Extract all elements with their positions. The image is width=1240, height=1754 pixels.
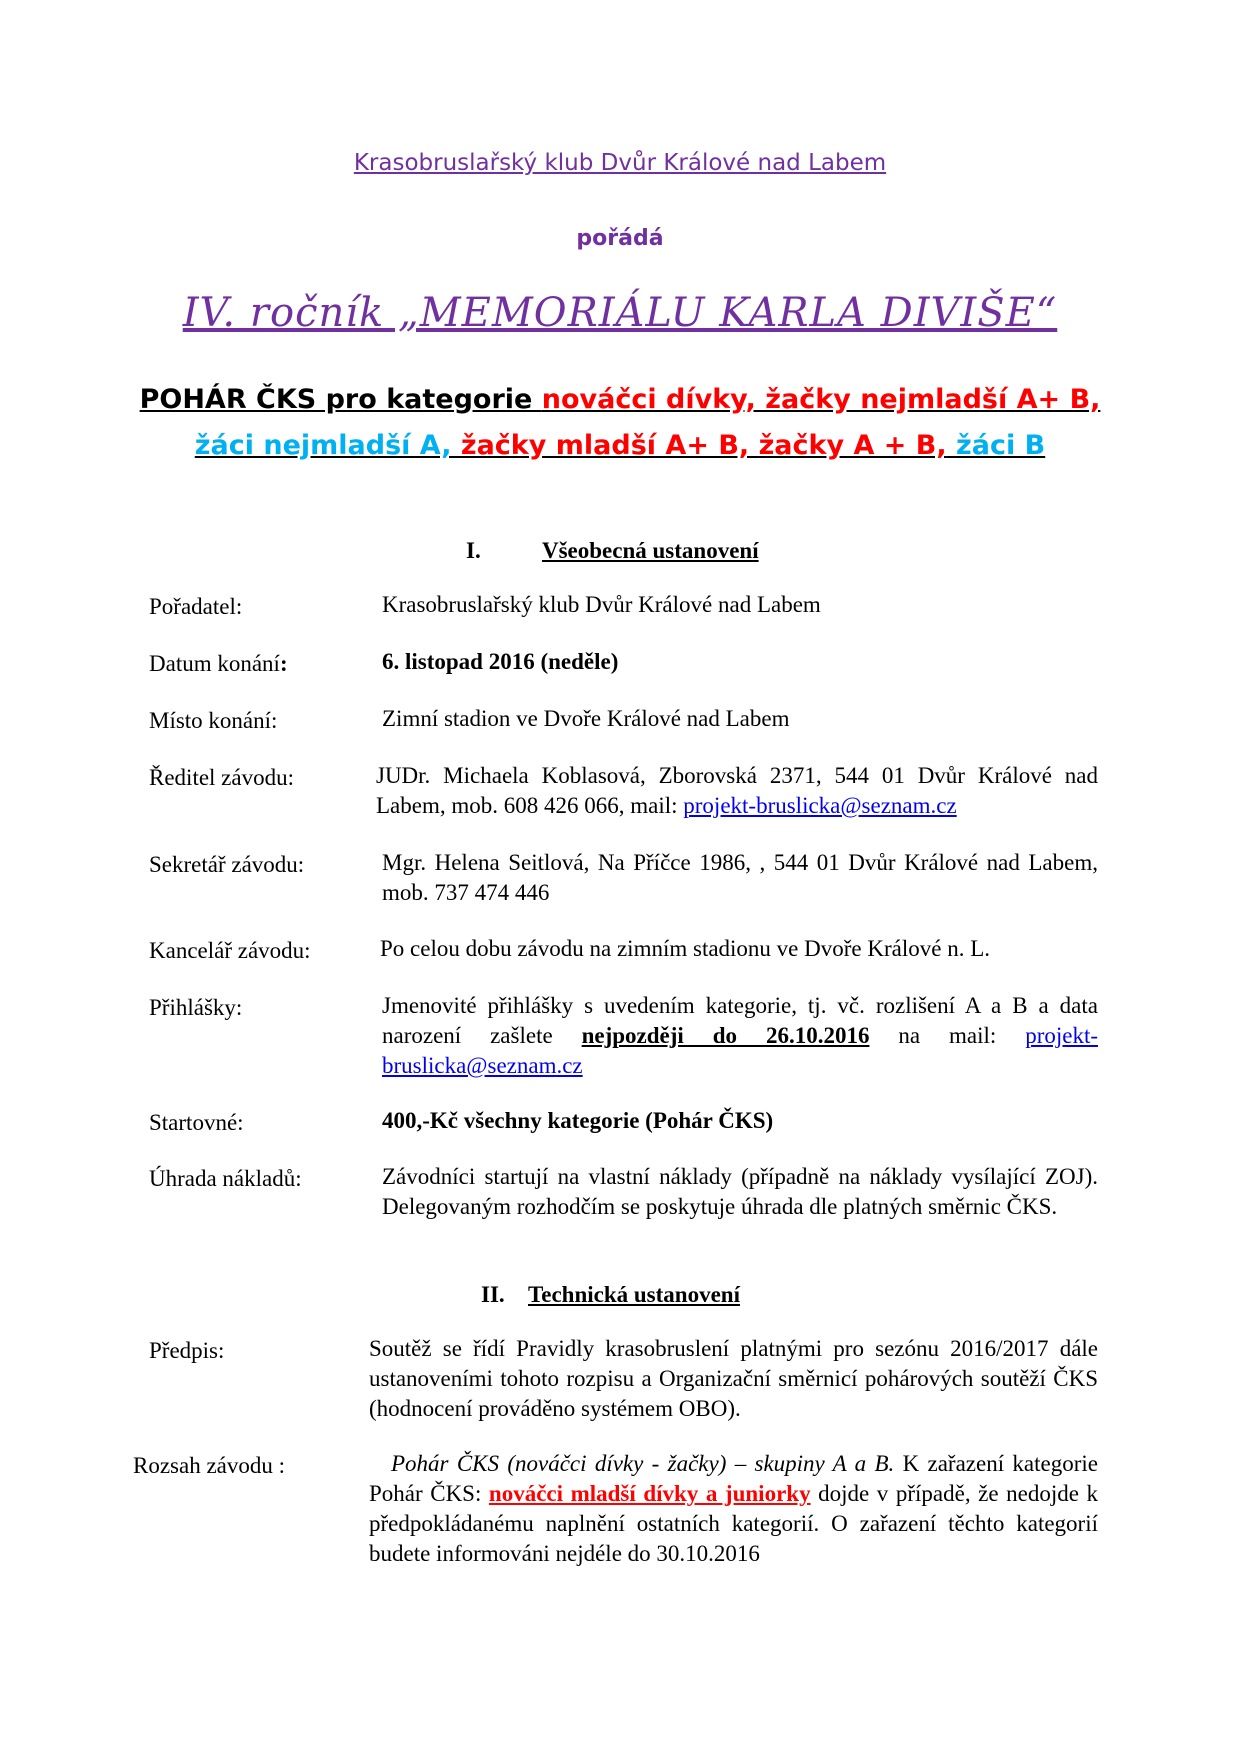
value-entry-fee: 400,-Kč všechny kategorie (Pohár ČKS) — [382, 1108, 774, 1133]
director-details: JUDr. Michaela Koblasová, Zborovská 2371, 544 01 Dvůr Králové nad Labem, mob. 608 426 066, mail: — [376, 763, 1098, 818]
organizes-label: pořádá — [576, 226, 664, 251]
cup-prefix: POHÁR ČKS pro kategorie — [139, 384, 542, 415]
label-entry-fee: Startovné: — [149, 1110, 244, 1135]
scope-text-a: K zařazení kategorie Pohár ČKS: — [369, 1451, 1098, 1506]
value-venue: Zimní stadion ve Dvoře Králové nad Labem — [382, 706, 790, 731]
value-rules: Soutěž se řídí Pravidly krasobruslení platnými pro sezónu 2016/2017 dále ustanoveními tohoto rozpisu a Organizační směrnicí pohárových soutěží ČKS (hodnocení prováděno systémem OBO). — [369, 1336, 1098, 1421]
section-2-number: II. — [481, 1282, 505, 1307]
memorial-title: IV. ročník „MEMORIÁLU KARLA DIVIŠE“ — [182, 290, 1058, 336]
director-email-link[interactable]: projekt-bruslicka@seznam.cz — [683, 793, 957, 818]
label-secretary: Sekretář závodu: — [149, 852, 305, 877]
value-date: 6. listopad 2016 (neděle) — [382, 649, 619, 674]
label-date — [149, 651, 288, 677]
value-secretary: Mgr. Helena Seitlová, Na Příčce 1986, , 544 01 Dvůr Králové nad Labem, mob. 737 474 446 — [382, 850, 1098, 905]
label-rules: Předpis: — [149, 1338, 225, 1363]
categories-blue-1: žáci nejmladší A, — [194, 430, 452, 461]
scope-text-b: dojde v případě, že nedojde k předpokládanému naplnění ostatních kategorií. O zařazení těchto kategorií budete informováni nejdéle do 30.10.2016 — [369, 1481, 1099, 1566]
label-organizer: Pořadatel: — [149, 594, 243, 619]
label-date-colon: : — [279, 651, 288, 676]
label-date-text: Datum konání — [149, 651, 280, 676]
registration-email-link[interactable]: projekt-bruslicka@seznam.cz — [382, 1023, 1098, 1078]
cup-categories-line-2 — [0, 430, 1240, 461]
value-organizer: Krasobruslařský klub Dvůr Králové nad Labem — [382, 592, 821, 617]
registration-text-b: na mail: — [869, 1023, 1026, 1048]
section-2-heading — [481, 1282, 740, 1308]
value-director — [376, 761, 1098, 821]
section-1-title: Všeobecná ustanovení — [542, 538, 759, 563]
value-office: Po celou dobu závodu na zimním stadionu ve Dvoře Králové n. L. — [380, 936, 990, 961]
categories-red-1: nováčci dívky, žačky nejmladší A+ B, — [541, 384, 1101, 415]
value-costs: Závodníci startují na vlastní náklady (případně na náklady vysílající ZOJ). Delegovaným rozhodčím se poskytuje úhrada dle platných směrnic ČKS. — [382, 1164, 1098, 1219]
value-scope — [369, 1449, 1098, 1569]
label-venue: Místo konání: — [149, 708, 278, 733]
registration-deadline: nejpozději do 26.10.2016 — [581, 1023, 870, 1048]
section-2-title: Technická ustanovení — [528, 1282, 740, 1307]
label-office: Kancelář závodu: — [149, 938, 311, 963]
club-name-heading: Krasobruslařský klub Dvůr Králové nad Labem — [353, 150, 887, 176]
section-1-number: I. — [466, 538, 481, 563]
scope-red-categories: nováčci mladší dívky a juniorky — [488, 1481, 811, 1506]
label-director: Ředitel závodu: — [149, 765, 294, 790]
categories-blue-2: žáci B — [946, 430, 1046, 461]
label-scope: Rozsah závodu : — [133, 1453, 286, 1478]
value-registration — [382, 991, 1098, 1081]
label-registration: Přihlášky: — [149, 995, 243, 1020]
section-1-heading — [466, 538, 759, 564]
label-costs: Úhrada nákladů: — [149, 1166, 302, 1191]
registration-text-a: Jmenovité přihlášky s uvedením kategorie, tj. vč. rozlišení A a B a data narození zašlete — [382, 993, 1098, 1048]
scope-cup-italic: Pohár ČKS (nováčci dívky - žačky) – skupiny A a B. — [391, 1451, 895, 1476]
categories-red-2: žačky mladší A+ B, žačky A + B, — [451, 430, 947, 461]
cup-categories-line-1 — [0, 384, 1240, 415]
